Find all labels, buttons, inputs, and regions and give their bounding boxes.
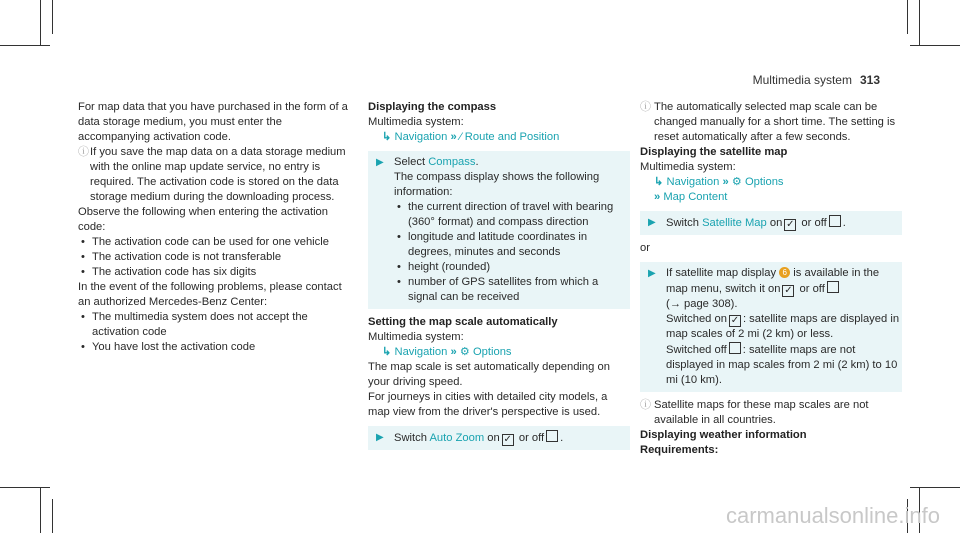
crop-mark [910,487,960,488]
crop-mark [0,487,50,488]
nav-link: Navigation [394,131,448,143]
text: Switched off [666,344,727,356]
paragraph: The map scale is set automatically depending on your driving speed. [368,361,610,388]
checkbox-checked-icon [729,315,741,327]
return-arrow-icon: ↳ [382,131,392,143]
checkbox-empty-icon [729,342,741,354]
nav-link: Navigation [666,176,720,188]
step-arrow-icon: ▶ [648,268,656,279]
text: . [560,432,564,444]
paragraph: Multimedia system: [640,161,736,173]
column-1 [78,100,348,355]
bullet-list [78,235,348,280]
text: : satellite maps are not displayed in map scales from 2 mi (2 km) to 10 mi (10 km). [666,344,898,386]
bullet-list [394,200,630,305]
list-item: • the current direction of travel with bearing (360° format) and compass direction [394,200,630,230]
text: Switch [394,432,430,444]
crop-mark [52,0,53,34]
paragraph: For journeys in cities with detailed city models, a map view from the driver's perspective is used. [368,391,608,418]
checkbox-empty-icon [827,281,839,293]
paragraph: Multimedia system: [368,116,464,128]
info-icon: ⓘ [640,399,651,411]
step-box [640,211,902,235]
text: or off [798,217,827,229]
checkbox-empty-icon [829,215,841,227]
list-item: • The multimedia system does not accept the activation code [78,310,348,340]
note [78,145,348,205]
crop-mark [40,487,41,533]
ui-label: Satellite Map [702,217,767,229]
watermark: carmanualsonline.info [725,503,940,528]
page-number: 313 [859,73,880,87]
paragraph: or [640,242,650,254]
gear-icon: ⚙ [459,346,470,358]
double-chevron-icon: » [722,176,729,188]
note-text: If you save the map data on a data storage medium with the online map update service, no entry is required. The activation code is stored on the data storage medium during the downloading process. [90,146,346,203]
crop-mark [0,45,50,46]
return-arrow-icon: ↳ [382,346,392,358]
text: . [842,217,846,229]
column-2 [368,100,630,456]
number-badge: 6 [779,267,790,278]
return-arrow-icon: ↳ [654,176,664,188]
nav-path [368,345,630,360]
nav-link: Navigation [394,346,448,358]
crop-mark [52,499,53,533]
checkbox-checked-icon [784,219,796,231]
crop-mark [907,0,908,34]
step-box [368,426,630,450]
info-icon: ⓘ [78,146,89,158]
crop-mark [910,45,960,46]
checkbox-checked-icon [502,434,514,446]
nav-link: Options [744,176,784,188]
paragraph: Multimedia system: [368,331,464,343]
double-chevron-icon: » [450,131,457,143]
paragraph: Observe the following when entering the activation code: [78,206,329,233]
nav-link: Map Content [663,191,728,203]
list-item: • The activation code can be used for one vehicle [78,235,348,250]
bullet-list [78,310,348,355]
ui-label: Compass [428,156,476,168]
list-item: • longitude and latitude coordinates in degrees, minutes and seconds [394,230,630,260]
text: or off [515,432,545,444]
text: or off [796,283,825,295]
text: . [475,156,479,168]
section-heading: Displaying weather information [640,429,807,441]
double-chevron-icon: » [654,191,661,203]
nav-path [368,130,630,145]
section-heading: Displaying the satellite map [640,146,788,158]
section-heading: Displaying the compass [368,101,497,113]
text: Switch [666,217,703,229]
section-heading: Requirements: [640,444,719,456]
route-icon: ⁄ [459,131,462,143]
crop-mark [919,0,920,46]
crop-mark [40,0,41,46]
text: on [484,432,500,444]
text: Switched on [666,313,727,325]
step-arrow-icon: ▶ [648,217,656,228]
list-item: • height (rounded) [394,260,630,275]
note-text: The automatically selected map scale can be changed manually for a short time. The setting is reset automatically after a few seconds. [654,101,896,143]
list-item: • The activation code is not transferable [78,250,348,265]
text: on [766,217,783,229]
step-arrow-icon: ▶ [376,157,384,168]
note-text: Satellite maps for these map scales are not available in all countries. [654,399,869,426]
text: Select [394,156,429,168]
text: If satellite map display [666,267,780,279]
text: is available in the map menu, switch it on [666,267,880,295]
note [640,100,902,145]
gear-icon: ⚙ [731,176,742,188]
ui-label: Auto Zoom [429,432,485,444]
text: : satellite maps are displayed in map scales of 2 mi (2 km) or less. [666,313,900,340]
nav-link: Options [472,346,512,358]
nav-path [640,190,902,205]
page-header [753,73,880,87]
list-item: • You have lost the activation code [78,340,348,355]
page-reference: (→ page 308). [666,298,738,310]
step-box [640,262,902,392]
info-icon: ⓘ [640,101,651,113]
step-box [368,151,630,309]
step-arrow-icon: ▶ [376,432,384,443]
list-item: • number of GPS satellites from which a signal can be received [394,275,630,305]
nav-link: Route and Position [464,131,560,143]
paragraph: In the event of the following problems, please contact an authorized Mercedes-Benz Center: [78,281,342,308]
nav-path [640,175,902,190]
double-chevron-icon: » [450,346,457,358]
header-title: Multimedia system [752,73,852,87]
paragraph: The compass display shows the following information: [394,171,600,198]
column-3 [640,100,902,458]
checkbox-checked-icon [782,285,794,297]
note [640,398,902,428]
paragraph: For map data that you have purchased in the form of a data storage medium, you must enter the accompanying activation code. [78,101,348,143]
list-item: • The activation code has six digits [78,265,348,280]
checkbox-empty-icon [546,430,558,442]
section-heading: Setting the map scale automatically [368,316,558,328]
